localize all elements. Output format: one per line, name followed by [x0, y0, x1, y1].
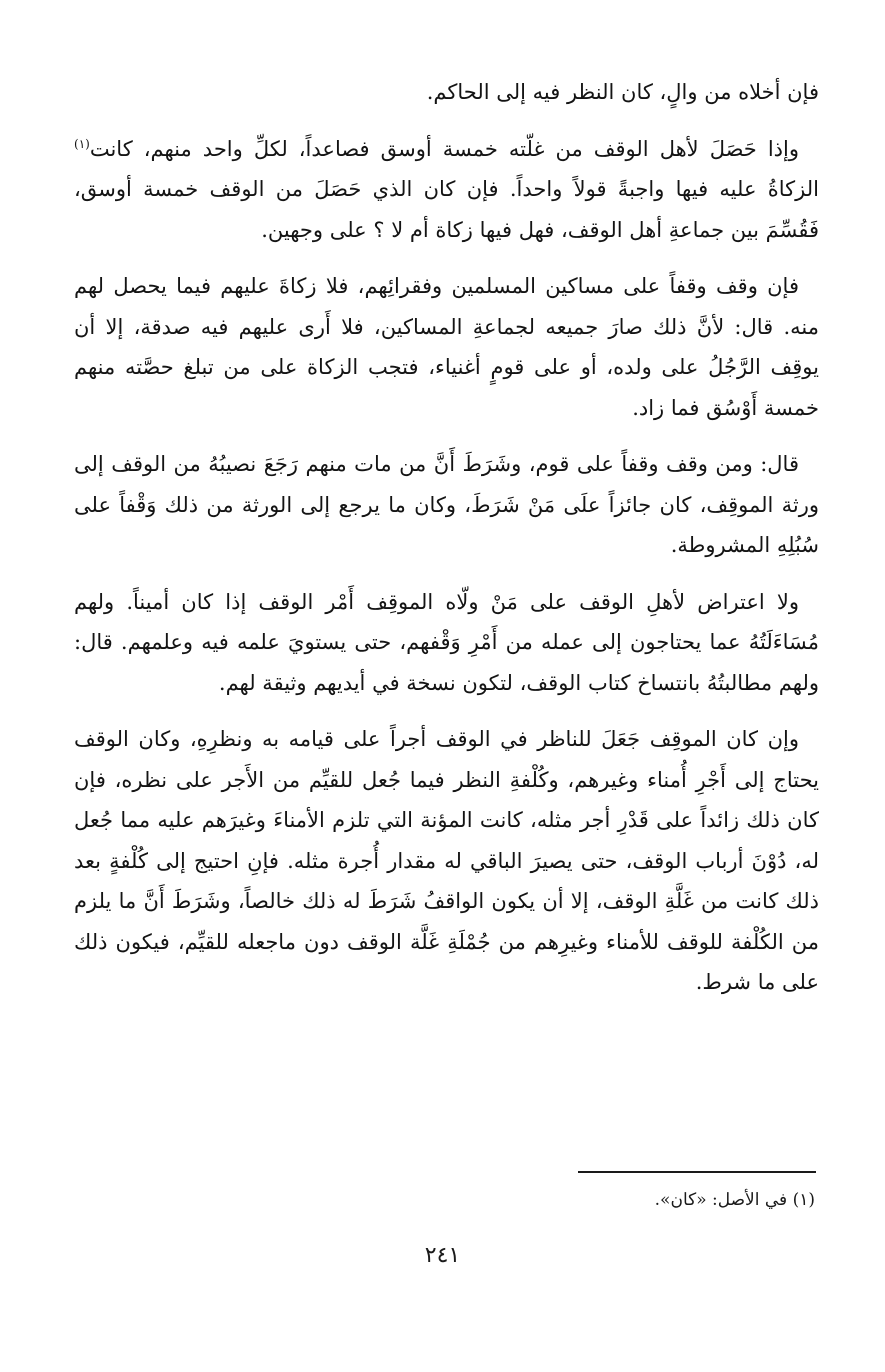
footnote: (١) في الأصل: «كان».: [654, 1190, 815, 1210]
paragraph-6: وإن كان الموقِف جَعَلَ للناظر في الوقف أجراً على قيامه به ونظرِهِ، وكان الوقف يحتاج إلى أَجْرِ أُمناء وغيرهم، وكُلْفةِ النظر فيما جُعل للقيِّم من الأَجر على نظره، فإن كان ذلك زائداً على قَدْرِ أجر مثله، كانت المؤنة التي تلزم الأمناءَ وغيرَهم عليه مما جُعل له، دُوْنَ أرباب الوقف، حتى يصيرَ الباقي له مقدار أُجرة مثله. فإنِ احتيج إلى كُلْفةٍ بعد ذلك كانت من غَلَّةِ الوقف، إلا أن يكون الواقفُ شَرَطَ له ذلك خالصاً، وشَرَطَ أَنَّ ما يلزم من الكُلْفة للوقف للأمناء وغيرِهم من جُمْلَةِ غَلَّة الوقف دون ماجعله للقيِّم، فيكون ذلك على ما شرط.: [74, 727, 820, 994]
paragraph-2-part-1: وإذا حَصَلَ لأهل الوقف من غلّته خمسة أوسق فصاعداً، لكلِّ واحد منهم، كانت: [89, 136, 799, 161]
paragraph-3: فإن وقف وقفاً على مساكين المسلمين وفقرائِهم، فلا زكاةَ عليهم فيما يحصل لهم منه. قال: لأنَّ ذلك صارَ جميعه لجماعةِ المساكين، فلا أَرى عليهم فيه صدقة، إلا أن يوقِف الرَّجُلُ على ولده، أو على قومٍ أغنياء، فتجب الزكاة على من تبلغ حصَّته منهم خمسة أَوْسُق فما زاد.: [74, 274, 819, 420]
footnote-divider: [578, 1171, 816, 1173]
paragraph-2-part-2: الزكاةُ عليه فيها واجبةً قولاً واحداً. فإن كان الذي حَصَلَ من الوقف خمسة أوسق، فَقُسِّمَ بين جماعةِ أهل الوقف، فهل فيها زكاة أم لا ؟ على وجهين.: [74, 177, 819, 242]
page-number: ٢٤١: [424, 1243, 461, 1268]
paragraph-2: [74, 129, 819, 251]
footnote-reference: (١): [74, 136, 90, 151]
body-text: [74, 72, 819, 1003]
paragraph-1: فإن أخلاه من والٍ، كان النظر فيه إلى الحاكم.: [426, 80, 819, 104]
paragraph-4: قال: ومن وقف وقفاً على قوم، وشَرَطَ أَنَّ من مات منهم رَجَعَ نصيبُهُ من الوقف إلى ورثة الموقِف، كان جائزاً علَى مَنْ شَرَطَ، وكان ما يرجع إلى الورثة من ذلك وَقْفاً على سُبُلِهِ المشروطة.: [74, 452, 819, 557]
paragraph-5: ولا اعتراض لأهلِ الوقف على مَنْ ولّاه الموقِف أَمْر الوقف إذا كان أميناً. ولهم مُسَاءَلَتُهُ عما يحتاجون إلى عمله من أَمْرِ وَقْفهم، حتى يستويَ علمه فيه وعلمهم. قال: ولهم مطالبتُهُ بانتساخ كتاب الوقف، لتكون نسخة في أيديهم وثيقة لهم.: [74, 589, 819, 695]
